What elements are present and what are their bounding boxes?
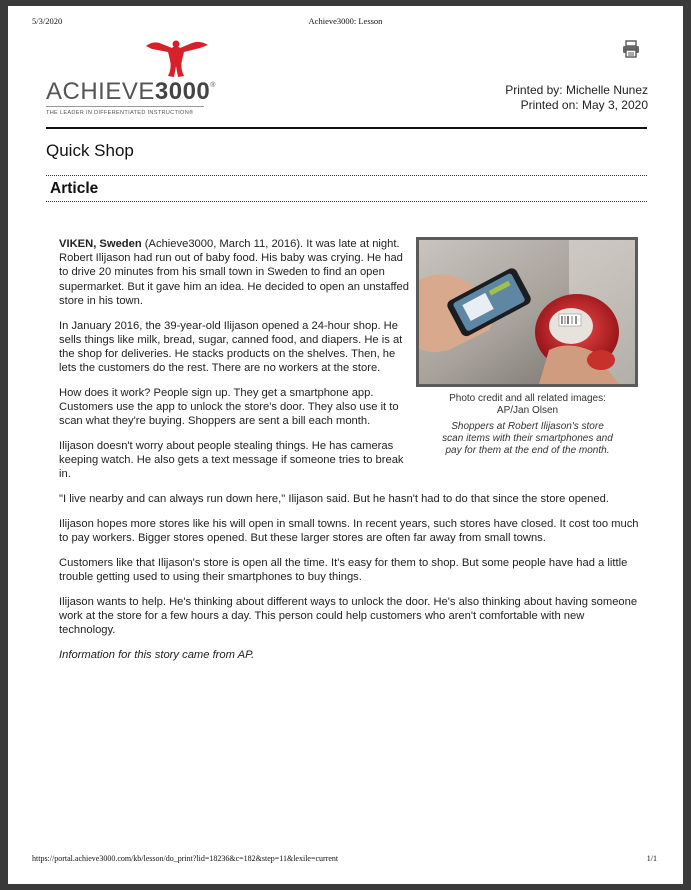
lesson-title: Quick Shop (46, 141, 134, 160)
header-rule (46, 127, 647, 129)
article-paragraph: Ilijason hopes more stores like his will open in small towns. In recent years, such stores have closed. It cost too much to pay workers. Bigger stores opened. But these larger stores are often far away from small towns. (59, 517, 639, 544)
article-paragraph: In January 2016, the 39-year-old Ilijason opened a 24-hour shop. He sells things like milk, bread, sugar, canned food, and diapers. He is at the shop for deliveries. He stacks products on the shelves. Then, he lets the customers do the rest. There are no workers at the store. (59, 319, 403, 375)
article-paragraph: "I live nearby and can always run down here," Ilijason said. But he hasn't had to do that since the store opened. (59, 493, 609, 506)
print-footer-url: https://portal.achieve3000.com/kb/lesson/do_print?lid=18236&c=182&step=11&lexile=current (32, 854, 339, 863)
print-header-date: 5/3/2020 (32, 16, 63, 26)
article-paragraph: Customers like that Ilijason's store is open all the time. It's easy for them to shop. But some people have had a little trouble getting used to using their smartphones to buy things. (59, 556, 628, 583)
article-paragraph: Ilijason wants to help. He's thinking about different ways to unlock the door. He's also thinking about having someone work at the store for a few hours a day. This person could help customers who aren't comfortable with new technology. (59, 595, 638, 636)
photo-credit: Photo credit and all related images: AP/Jan Olsen (449, 393, 606, 416)
photo-caption: Shoppers at Robert Ilijason's store scan items with their smartphones and pay for them at the end of the month. (442, 421, 613, 456)
printer-icon[interactable] (622, 40, 640, 58)
printed-info (505, 83, 648, 113)
logo-figure-icon (142, 36, 212, 80)
article-paragraph: VIKEN, Sweden (Achieve3000, March 11, 2016). It was late at night. Robert Ilijason had run out of baby food. His baby was crying. He had to drive 20 minutes from his small town in Sweden to find an open supermarket. But it gave him an idea. He decided to open an unstaffed store in his town. (59, 238, 409, 307)
section-title: Article (50, 180, 99, 197)
achieve3000-logo (46, 36, 246, 132)
section-divider-top (46, 175, 647, 176)
printed-on: Printed on: May 3, 2020 (520, 98, 648, 112)
logo-wordmark: ACHIEVE3000® (46, 78, 216, 105)
logo-divider (46, 106, 204, 107)
print-footer-page: 1/1 (646, 854, 657, 863)
print-page (8, 6, 683, 884)
logo-tagline: THE LEADER IN DIFFERENTIATED INSTRUCTION® (46, 110, 194, 116)
article-dateline: VIKEN, Sweden (59, 238, 142, 250)
article-paragraph: Ilijason doesn't worry about people stealing things. He has cameras keeping watch. He also gets a text message if someone tries to break in. (59, 439, 404, 481)
article-paragraph: How does it work? People sign up. They get a smartphone app. Customers use the app to unlock the store's door. They also use it to scan what they're buying. Shoppers are sent a bill each month. (59, 386, 399, 428)
printed-by: Printed by: Michelle Nunez (505, 83, 648, 97)
print-header-title: Achieve3000: Lesson (308, 16, 383, 26)
article-source: Information for this story came from AP. (59, 648, 255, 661)
article-body (59, 237, 639, 672)
section-divider-bottom (46, 201, 647, 202)
